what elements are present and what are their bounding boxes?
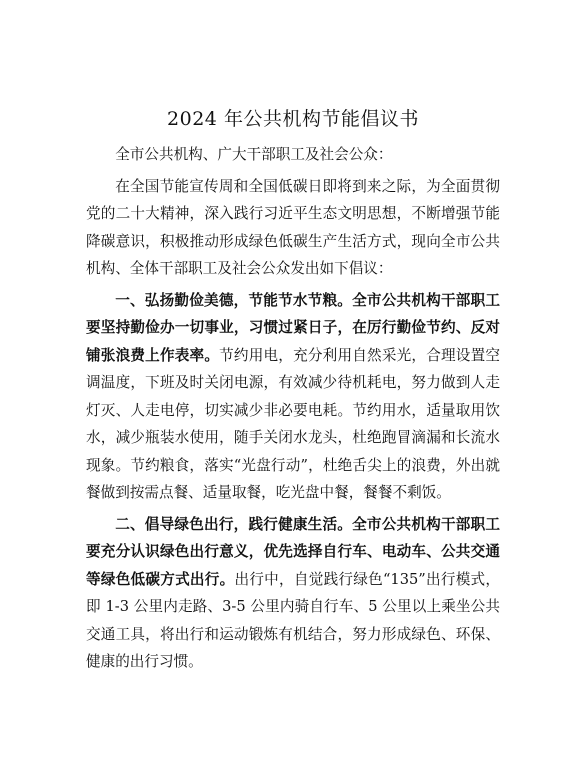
intro-text: 在全国节能宣传周和全国低碳日即将到来之际，为全面贯彻党的二十大精神，深入践行习近平生态文明思想，不断增强节能降碳意识，积极推动形成绿色低碳生产生活方式，现向全市公共机构、全体干部职工及社会公众发出如下倡议：	[86, 177, 500, 277]
section-1-lead: 全市公共机构干部职工要坚持勤俭办一切事业，习惯过紧日子，在厉行勤俭节约、反对铺张浪费上作表率。	[86, 291, 500, 364]
section-1-heading: 一、弘扬勤俭美德，节能节水节粮。	[115, 291, 353, 309]
section-1-body: 节约用电，充分利用自然采光，合理设置空调温度，下班及时关闭电源，有效减少待机耗电，努力做到人走灯灭、人走电停，切实减少非必要电耗。节约用水，适量取用饮水，减少瓶装水使用，随手关闭水龙头，杜绝跑冒滴漏和长流水现象。节约粮食，落实“光盘行动”，杜绝舌尖上的浪费，外出就餐做到按需点餐、适量取餐，吃光盘中餐，餐餐不剩饭。	[86, 346, 500, 501]
document-title: 2024 年公共机构节能倡议书	[167, 108, 419, 130]
document-body	[86, 141, 500, 676]
section-2-lead: 全市公共机构干部职工要充分认识绿色出行意义，优先选择自行车、电动车、公共交通等绿色低碳方式出行。	[86, 515, 500, 588]
intro-paragraph	[86, 173, 500, 283]
salutation-text: 全市公共机构、广大干部职工及社会公众：	[115, 146, 393, 163]
section-2-paragraph	[86, 511, 500, 676]
section-2-heading: 二、倡导绿色出行，践行健康生活。	[115, 515, 353, 533]
section-2-body: 出行中，自觉践行绿色“135”出行模式，即 1-3 公里内走路、3-5 公里内骑自行车、5 公里以上乘坐公共交通工具，将出行和运动锻炼有机结合，努力形成绿色、环保、健康的出行习惯。	[86, 570, 500, 670]
section-1-paragraph	[86, 287, 500, 507]
salutation	[86, 141, 500, 169]
